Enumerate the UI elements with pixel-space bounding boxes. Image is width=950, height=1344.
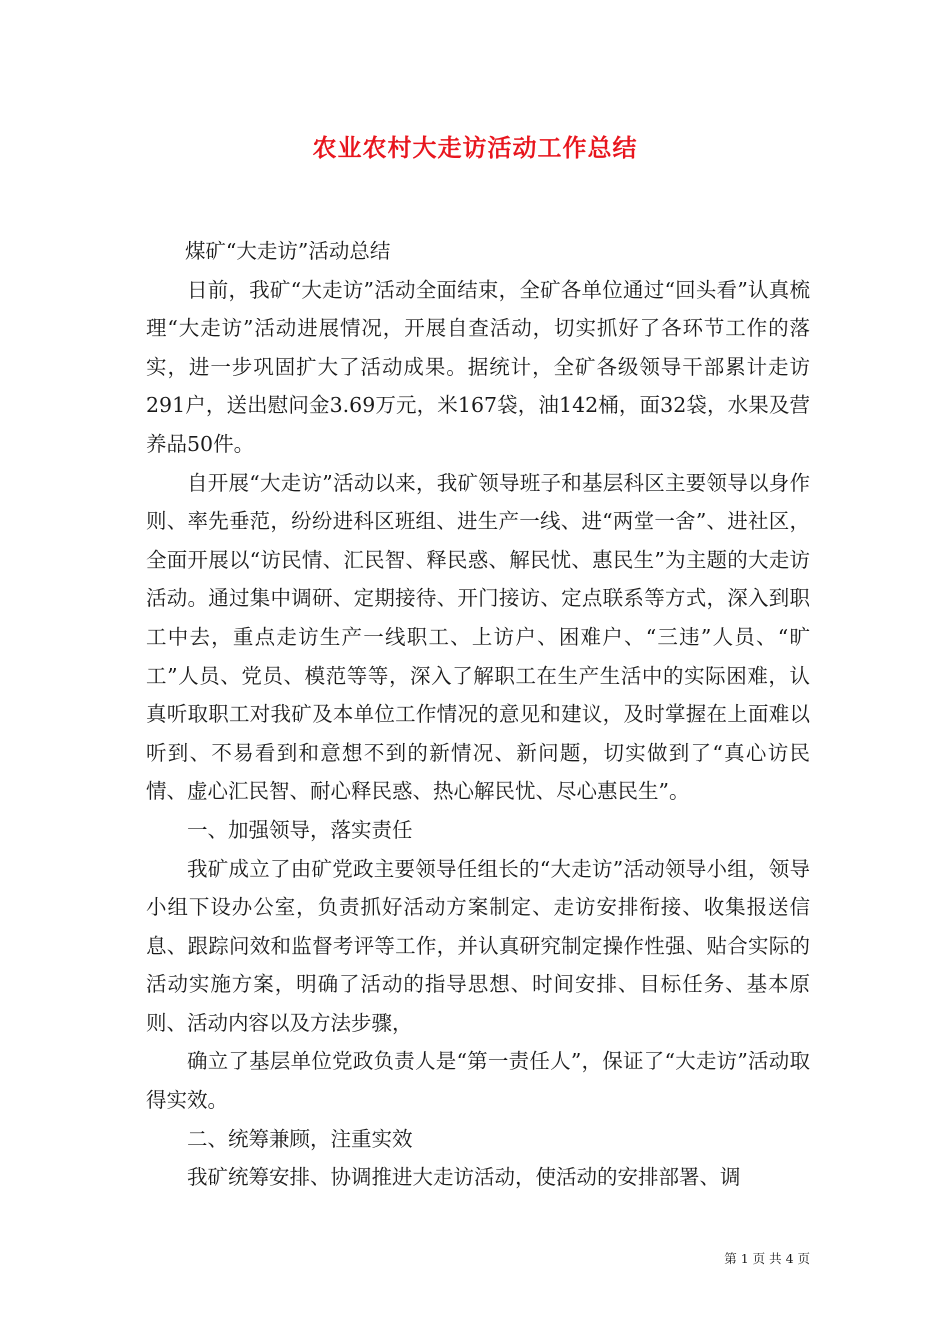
section-heading-2: 二、统筹兼顾，注重实效 <box>187 1126 413 1151</box>
paragraph-coordination: 我矿统筹安排、协调推进大走访活动，使活动的安排部署、调 <box>187 1165 741 1190</box>
paragraph-responsibility: 确立了基层单位党政负责人是“第一责任人”，保证了“大走访”活动取得实效。 <box>146 1049 810 1113</box>
section-heading-1: 一、加强领导，落实责任 <box>187 817 413 842</box>
paragraph-intro-summary: 日前，我矿“大走访”活动全面结束，全矿各单位通过“回头看”认真梳理“大走访”活动进展情况，开展自查活动，切实抓好了各环节工作的落实，进一步巩固扩大了活动成果。据统计，全矿各级领导干部累计走访291户，送出慰问金3.69万元，米167袋，油142桶，面32袋，水果及营养品50件。 <box>146 277 810 456</box>
paragraph-leadership: 我矿成立了由矿党政主要领导任组长的“大走访”活动领导小组，领导小组下设办公室，负责抓好活动方案制定、走访安排衔接、收集报送信息、跟踪问效和监督考评等工作，并认真研究制定操作性强、贴合实际的活动实施方案，明确了活动的指导思想、时间安排、目标任务、基本原则、活动内容以及方法步骤， <box>146 856 810 1035</box>
document-body <box>146 232 810 1197</box>
document-title: 农业农村大走访活动工作总结 <box>312 133 638 162</box>
document-subtitle: 煤矿“大走访”活动总结 <box>184 239 391 263</box>
paragraph-activity-overview: 自开展“大走访”活动以来，我矿领导班子和基层科区主要领导以身作则、率先垂范，纷纷进科区班组、进生产一线、进“两堂一舍”、进社区，全面开展以“访民情、汇民智、释民惑、解民忧、惠民生”为主题的大走访活动。通过集中调研、定期接待、开门接访、定点联系等方式，深入到职工中去，重点走访生产一线职工、上访户、困难户、“三违”人员、“旷工”人员、党员、模范等等，深入了解职工在生产生活中的实际困难，认真听取职工对我矿及本单位工作情况的意见和建议，及时掌握在上面难以听到、不易看到和意想不到的新情况、新问题，切实做到了“真心访民情、虚心汇民智、耐心释民惑、热心解民忧、尽心惠民生”。 <box>146 470 810 804</box>
page-number-footer: 第 1 页 共 4 页 <box>724 1251 810 1266</box>
